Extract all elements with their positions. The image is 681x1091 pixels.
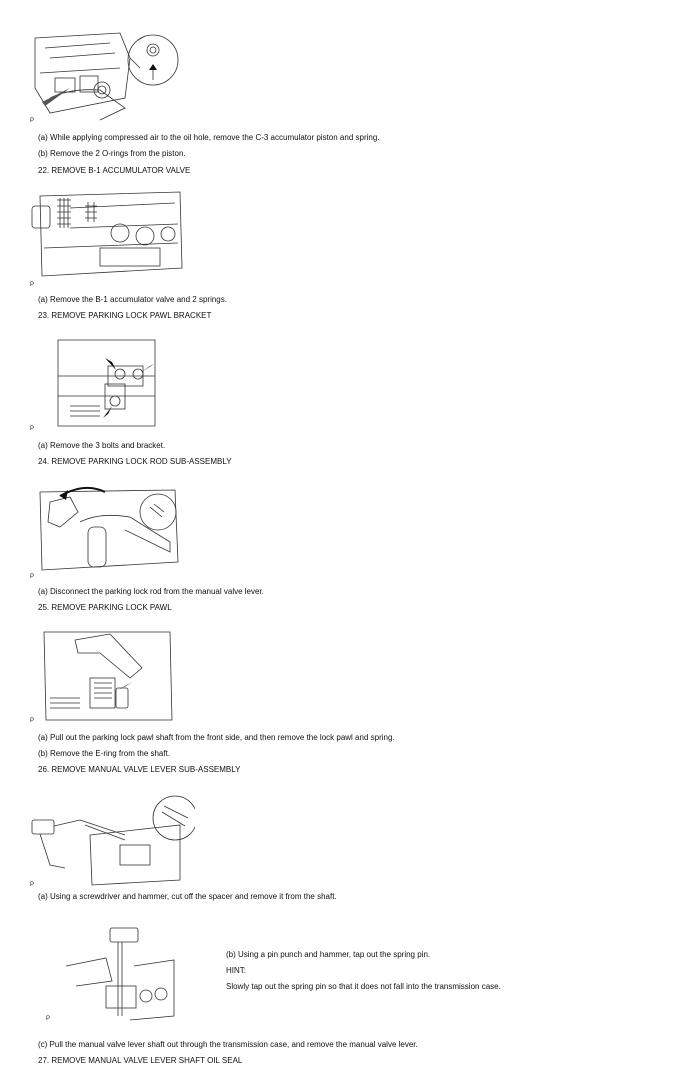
figure-label: P [46,1016,51,1022]
text-line: (a) Remove the 3 bolts and bracket. [38,441,166,450]
figure-label: P [30,718,35,724]
section-heading: 27. REMOVE MANUAL VALVE LEVER SHAFT OIL SEAL [38,1056,243,1065]
figure-parking-lock-pawl [30,628,180,726]
figure-screwdriver-hammer [30,790,195,890]
figure-pin-punch-hammer [46,926,178,1024]
figure-label: P [30,426,35,432]
text-line: (b) Using a pin punch and hammer, tap out the spring pin. [226,950,431,959]
section-heading: 25. REMOVE PARKING LOCK PAWL [38,603,172,612]
text-line: (a) Pull out the parking lock pawl shaft from the front side, and then remove the lock pawl and spring. [38,733,395,742]
figure-label: P [30,282,35,288]
figure-b1-accumulator-valve [30,188,190,288]
section-heading: 26. REMOVE MANUAL VALVE LEVER SUB-ASSEMBLY [38,765,241,774]
figure-label: P [30,574,35,580]
text-line: (b) Remove the 2 O-rings from the piston. [38,149,186,158]
section-heading: 24. REMOVE PARKING LOCK ROD SUB-ASSEMBLY [38,457,232,466]
section-heading: 22. REMOVE B-1 ACCUMULATOR VALVE [38,166,191,175]
section-heading: 23. REMOVE PARKING LOCK PAWL BRACKET [38,311,212,320]
text-line: (c) Pull the manual valve lever shaft out through the transmission case, and remove the manual valve lever. [38,1040,418,1049]
figure-parking-lock-rod [30,482,185,582]
hint-label: HINT: [226,966,246,975]
text-line: (b) Remove the E-ring from the shaft. [38,749,171,758]
text-line: (a) Remove the B-1 accumulator valve and 2 springs. [38,295,227,304]
text-line: Slowly tap out the spring pin so that it does not fall into the transmission case. [226,982,501,991]
figure-parking-lock-pawl-bracket [30,336,160,431]
figure-label: P [30,118,35,124]
figure-label: P [30,882,35,888]
text-line: (a) Using a screwdriver and hammer, cut off the spacer and remove it from the shaft. [38,892,337,901]
text-line: (a) Disconnect the parking lock rod from the manual valve lever. [38,587,264,596]
figure-c3-accumulator [30,28,180,123]
text-line: (a) While applying compressed air to the oil hole, remove the C-3 accumulator piston and spring. [38,133,380,142]
